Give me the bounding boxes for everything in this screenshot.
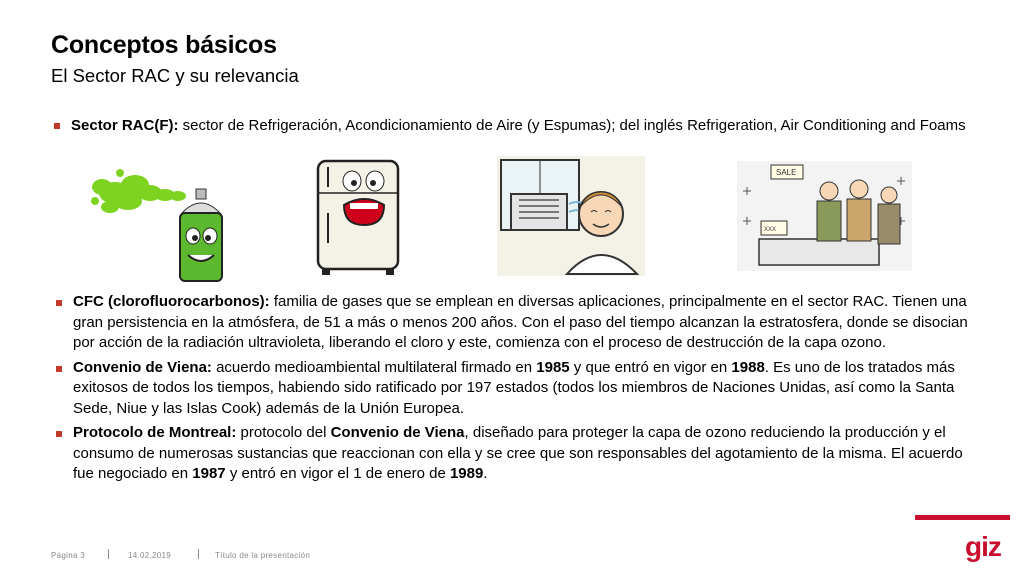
slide-title: Conceptos básicos <box>51 31 277 59</box>
bullet-marker <box>54 123 60 129</box>
spray-can-icon <box>90 163 240 283</box>
cfc-term: CFC (clorofluorocarbonos): <box>73 293 270 310</box>
viena-text-2: y que entró en vigor en <box>569 358 732 376</box>
refrigerator-icon <box>310 153 410 278</box>
montreal-text-1: protocolo del <box>236 424 331 441</box>
accent-bar <box>915 515 1010 520</box>
list-item-cfc <box>73 292 973 354</box>
illustrations-row <box>0 153 1024 281</box>
montreal-text-2: , diseñado para proteger la capa de ozono reduciendo la producción y el consumo de numerosas sustancias que reaccionan con ella y se cree que son responsables del agotamiento de la misma. El acuerdo fue negociado en <box>73 424 963 482</box>
montreal-text-3: y entró en vigor el 1 de enero de <box>225 465 450 482</box>
page-number: Página 3 <box>51 551 85 560</box>
montreal-year-negotiated: 1987 <box>192 465 226 482</box>
giz-logo: giz <box>965 531 1001 562</box>
montreal-text-4: . <box>483 465 488 482</box>
svg-text:SALE: SALE <box>776 168 797 177</box>
viena-year-effective: 1988 <box>731 358 765 376</box>
footer-presentation-title: Título de la presentación <box>215 551 311 560</box>
viena-text-3: . Es uno de los tratados más exitosos de todos los tiempos, habiendo sido ratificado por 197 estados (todos los miembros de Naciones Unidas, así como la Santa Sede, Niue y las Islas Cook) además de la Unión Europea. <box>73 358 955 417</box>
slide-subtitle: El Sector RAC y su relevancia <box>51 65 299 86</box>
viena-term: Convenio de Viena: <box>73 358 212 376</box>
air-conditioner-icon <box>497 156 645 276</box>
montreal-year-effective: 1989 <box>449 465 484 482</box>
viena-text-1: acuerdo medioambiental multilateral firmado en <box>211 358 537 376</box>
bullet-marker <box>56 300 62 306</box>
foam-shop-icon <box>737 161 912 271</box>
intro-text: sector de Refrigeración, Acondicionamiento de Aire (y Espumas); del inglés Refrigeration, Air Conditioning and Foams <box>178 117 966 134</box>
intro-term: Sector RAC(F): <box>71 117 179 134</box>
montreal-term: Protocolo de Montreal: <box>73 424 237 441</box>
list-item-viena <box>73 358 973 420</box>
bullet-marker <box>56 431 62 437</box>
viena-year-signed: 1985 <box>536 358 570 376</box>
footer-divider <box>108 549 109 559</box>
footer-divider <box>198 549 199 559</box>
svg-text:XXX: XXX <box>764 227 777 233</box>
montreal-ref: Convenio de Viena <box>330 424 465 441</box>
cfc-text: familia de gases que se emplean en diversas aplicaciones, principalmente en el sector RAC. Tienen una gran persistencia en la atmósfera, de 51 a más o menos 200 años. Con el paso del tiempo alcanzan la estratosfera, donde se disocian por acción de la radiación ultravioleta, liberando el cloro y este, comienza con el proceso de destrucción de la capa ozono. <box>73 293 968 351</box>
footer-date: 14.02.2019 <box>128 551 172 560</box>
list-item-montreal <box>73 423 973 485</box>
intro-bullet <box>71 116 971 136</box>
definitions-list <box>73 292 973 489</box>
bullet-marker <box>56 366 62 372</box>
